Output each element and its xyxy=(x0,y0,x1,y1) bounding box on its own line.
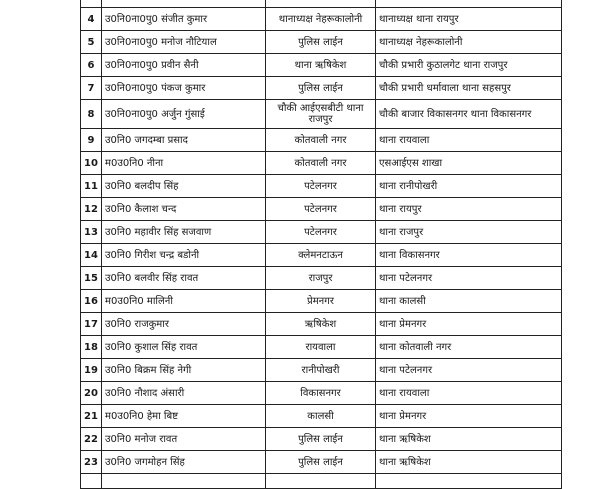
serial-number-cell xyxy=(81,0,102,8)
table-row xyxy=(81,336,562,359)
serial-number-cell: 4 xyxy=(81,8,102,31)
serial-number-cell: 22 xyxy=(81,428,102,451)
current-posting-cell: चौकी आईएसबीटी थाना राजपुर xyxy=(266,100,376,129)
new-posting-cell: थाना रानीपोखरी xyxy=(376,175,562,198)
table-row xyxy=(81,428,562,451)
new-posting-cell xyxy=(376,0,562,8)
officer-name-cell: म0उ0नि0 मालिनी xyxy=(102,290,266,313)
table-row xyxy=(81,77,562,100)
serial-number-cell: 6 xyxy=(81,54,102,77)
officer-name-cell: म0उ0नि0 नीना xyxy=(102,152,266,175)
table-row xyxy=(81,175,562,198)
new-posting-cell: थाना ऋषिकेश xyxy=(376,451,562,474)
new-posting-cell: थाना कोतवाली नगर xyxy=(376,336,562,359)
officer-name-cell: उ0नि0 महावीर सिंह सजवाण xyxy=(102,221,266,244)
new-posting-cell: थाना पटेलनगर xyxy=(376,359,562,382)
table-row xyxy=(81,100,562,129)
serial-number-cell: 20 xyxy=(81,382,102,405)
current-posting-cell: पटेलनगर xyxy=(266,221,376,244)
officer-name-cell: उ0नि0 बलदीप सिंह xyxy=(102,175,266,198)
new-posting-cell: थाना प्रेमनगर xyxy=(376,313,562,336)
officer-name-cell: उ0नि0 जगमोहन सिंह xyxy=(102,451,266,474)
current-posting-cell xyxy=(266,474,376,489)
officer-name-cell: म0उ0नि0 हेमा बिष्ट xyxy=(102,405,266,428)
serial-number-cell: 19 xyxy=(81,359,102,382)
table-row xyxy=(81,474,562,489)
serial-number-cell: 15 xyxy=(81,267,102,290)
new-posting-cell: चौकी बाजार विकासनगर थाना विकासनगर xyxy=(376,100,562,129)
officer-name-cell: उ0नि0 मनोज रावत xyxy=(102,428,266,451)
officer-name-cell: उ0नि0 नौशाद अंसारी xyxy=(102,382,266,405)
table-row xyxy=(81,198,562,221)
current-posting-cell: थाना ऋषिकेश xyxy=(266,54,376,77)
new-posting-cell: थाना कालसी xyxy=(376,290,562,313)
transfer-table xyxy=(80,0,562,489)
current-posting-cell: राजपुर xyxy=(266,267,376,290)
table-row xyxy=(81,244,562,267)
serial-number-cell: 5 xyxy=(81,31,102,54)
table-row xyxy=(81,359,562,382)
officer-name-cell xyxy=(102,474,266,489)
new-posting-cell: थाना प्रेमनगर xyxy=(376,405,562,428)
serial-number-cell: 13 xyxy=(81,221,102,244)
table-row xyxy=(81,221,562,244)
table-row xyxy=(81,54,562,77)
new-posting-cell: थाना रायवाला xyxy=(376,382,562,405)
serial-number-cell: 23 xyxy=(81,451,102,474)
officer-name-cell: उ0नि0 राजकुमार xyxy=(102,313,266,336)
new-posting-cell xyxy=(376,474,562,489)
serial-number-cell: 12 xyxy=(81,198,102,221)
current-posting-cell: पटेलनगर xyxy=(266,198,376,221)
new-posting-cell: थानाध्यक्ष नेहरूकालोनी xyxy=(376,31,562,54)
officer-name-cell: उ0नि0 गिरीश चन्द्र बडोनी xyxy=(102,244,266,267)
table-row xyxy=(81,451,562,474)
current-posting-cell xyxy=(266,0,376,8)
officer-name-cell: उ0नि0ना0पु0 संजीत कुमार xyxy=(102,8,266,31)
serial-number-cell: 9 xyxy=(81,129,102,152)
officer-name-cell: उ0नि0 जगदम्बा प्रसाद xyxy=(102,129,266,152)
current-posting-cell: थानाध्यक्ष नेहरूकालोनी xyxy=(266,8,376,31)
current-posting-cell: पुलिस लाईन xyxy=(266,77,376,100)
new-posting-cell: एसआईएस शाखा xyxy=(376,152,562,175)
serial-number-cell: 17 xyxy=(81,313,102,336)
serial-number-cell: 14 xyxy=(81,244,102,267)
table-row xyxy=(81,0,562,8)
officer-name-cell: उ0नि0ना0पु0 पंकज कुमार xyxy=(102,77,266,100)
officer-name-cell xyxy=(102,0,266,8)
officer-name-cell: उ0नि0ना0पु0 मनोज नौटियाल xyxy=(102,31,266,54)
table-row xyxy=(81,8,562,31)
current-posting-cell: पुलिस लाईन xyxy=(266,428,376,451)
table-row xyxy=(81,152,562,175)
new-posting-cell: थाना रायपुर xyxy=(376,198,562,221)
table-row xyxy=(81,31,562,54)
table-row xyxy=(81,405,562,428)
new-posting-cell: चौकी प्रभारी धर्मावाला थाना सहसपुर xyxy=(376,77,562,100)
new-posting-cell: थाना रायवाला xyxy=(376,129,562,152)
serial-number-cell: 21 xyxy=(81,405,102,428)
serial-number-cell: 11 xyxy=(81,175,102,198)
new-posting-cell: थाना पटेलनगर xyxy=(376,267,562,290)
table-row xyxy=(81,129,562,152)
serial-number-cell: 16 xyxy=(81,290,102,313)
current-posting-cell: पुलिस लाईन xyxy=(266,451,376,474)
serial-number-cell: 10 xyxy=(81,152,102,175)
current-posting-cell: क्लेमनटाऊन xyxy=(266,244,376,267)
officer-name-cell: उ0नि0ना0पु0 अर्जुन गुंसाई xyxy=(102,100,266,129)
new-posting-cell: चौकी प्रभारी कुठालगेट थाना राजपुर xyxy=(376,54,562,77)
table-row xyxy=(81,290,562,313)
table-row xyxy=(81,313,562,336)
serial-number-cell: 18 xyxy=(81,336,102,359)
new-posting-cell: थाना राजपुर xyxy=(376,221,562,244)
current-posting-cell: रानीपोखरी xyxy=(266,359,376,382)
officer-name-cell: उ0नि0ना0पु0 प्रवीन सैनी xyxy=(102,54,266,77)
new-posting-cell: थाना ऋषिकेश xyxy=(376,428,562,451)
current-posting-cell: विकासनगर xyxy=(266,382,376,405)
current-posting-cell: कालसी xyxy=(266,405,376,428)
table-row xyxy=(81,382,562,405)
new-posting-cell: थानाध्यक्ष थाना रायपुर xyxy=(376,8,562,31)
current-posting-cell: कोतवाली नगर xyxy=(266,152,376,175)
current-posting-cell: पटेलनगर xyxy=(266,175,376,198)
officer-name-cell: उ0नि0 बलवीर सिंह रावत xyxy=(102,267,266,290)
current-posting-cell: ऋषिकेश xyxy=(266,313,376,336)
officer-name-cell: उ0नि0 बिक्रम सिंह नेगी xyxy=(102,359,266,382)
current-posting-cell: पुलिस लाईन xyxy=(266,31,376,54)
current-posting-cell: रायवाला xyxy=(266,336,376,359)
serial-number-cell: 8 xyxy=(81,100,102,129)
table-row xyxy=(81,267,562,290)
current-posting-cell: कोतवाली नगर xyxy=(266,129,376,152)
officer-name-cell: उ0नि0 कुशाल सिंह रावत xyxy=(102,336,266,359)
transfer-table-body xyxy=(81,0,562,489)
serial-number-cell xyxy=(81,474,102,489)
serial-number-cell: 7 xyxy=(81,77,102,100)
new-posting-cell: थाना विकासनगर xyxy=(376,244,562,267)
current-posting-cell: प्रेमनगर xyxy=(266,290,376,313)
officer-name-cell: उ0नि0 कैलाश चन्द xyxy=(102,198,266,221)
